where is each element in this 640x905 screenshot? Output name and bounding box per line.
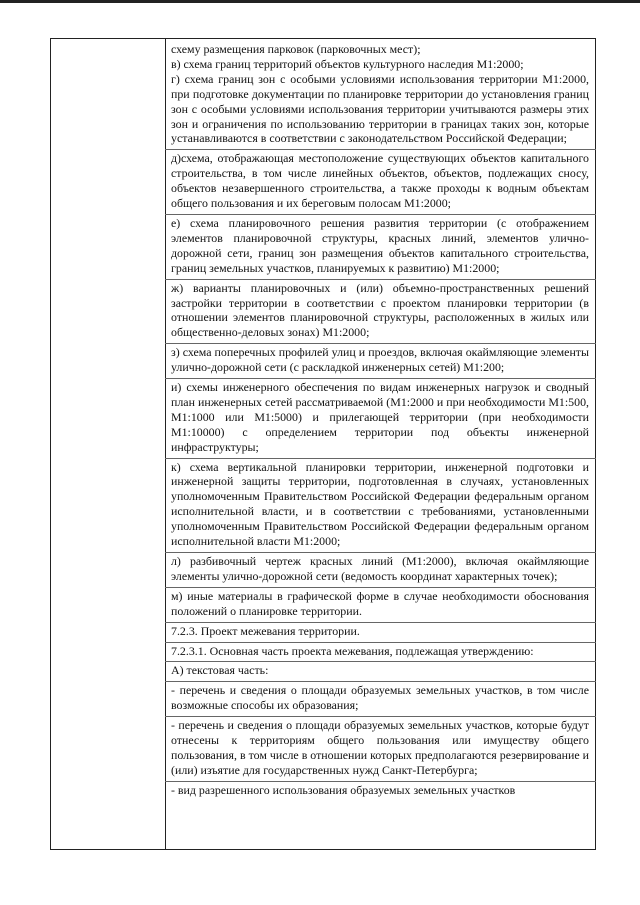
subsection-7-2-3-1: 7.2.3.1. Основная часть проекта межевания, подлежащая утверждению: (171, 642, 589, 659)
paragraph-zh: ж) варианты планировочных и (или) объемно-пространственных решений застройки территории в соответствии с проектом планировки территории (в отношении элементов планировочной структуры, расположенных в жилых или общественно-деловых зонах) М1:2000; (171, 280, 589, 340)
paragraph-v: в) схема границ территорий объектов культурного наследия М1:2000; (171, 56, 524, 71)
document-text-column (171, 42, 589, 798)
list-item: - вид разрешенного использования образуемых земельных участков (171, 781, 589, 798)
paragraph-e: е) схема планировочного решения развития территории (с отображением элементов планировочной структуры, красных линий, элементов улично-дорожной сети, границ зон размещения объектов капитального строительства, границ земельных участков, планируемых к развитию) М1:2000; (171, 215, 589, 275)
section-heading-7-2-3: 7.2.3. Проект межевания территории. (171, 622, 589, 639)
list-item: - перечень и сведения о площади образуемых земельных участков, которые будут отнесены к территориям общего пользования или имуществу общего пользования, в том числе в отношении которых предполагаются резервирование и (или) изъятие для государственных нужд Санкт-Петербурга; (171, 718, 589, 777)
text-part-heading: А) текстовая часть: (171, 661, 589, 678)
paragraph-l: л) разбивочный чертеж красных линий (М1:2000), включая окаймляющие элементы улично-дорожной сети (ведомость координат характерных точек); (171, 554, 589, 583)
paragraph-m: м) иные материалы в графической форме в случае необходимости обоснования положений о планировке территории. (171, 588, 589, 618)
page-top-rule (0, 0, 640, 3)
list-item: - перечень и сведения о площади образуемых земельных участков, в том числе возможные способы их образования; (171, 683, 589, 713)
paragraph-z: з) схема поперечных профилей улиц и проездов, включая окаймляющие элементы улично-дорожной сети (с раскладкой инженерных сетей) М1:200; (171, 345, 589, 375)
paragraph-parking-scheme: схему размещения парковок (парковочных мест); (171, 42, 421, 56)
column-divider (165, 38, 166, 850)
paragraph-k: к) схема вертикальной планировки территории, инженерной подготовки и инженерной защиты территории, подготовленная в случаях, установленных уполномоченным Правительством Российской Федерации федеральным органом исполнительной власти, и в соответствии с требованиями, установленными уполномоченным Правительством Российской Федерации федеральным органом исполнительной власти М1:2000; (171, 459, 589, 549)
paragraph-g: г) схема границ зон с особыми условиями использования территории М1:2000, при подготовке документации по планировке территории до установления границ зон с особыми условиями использования территории учитываются размеры этих зон и ограничения по использованию территории в границах таких зон, которые устанавливаются в соответствии с законодательством Российской Федерации; (171, 71, 589, 146)
paragraph-d: д)схема, отображающая местоположение существующих объектов капитального строительства, в том числе линейных объектов, объектов, подлежащих сносу, объектов незавершенного строительства, а также проходы к водным объектам общего пользования и их береговым полосам М1:2000; (171, 151, 589, 211)
paragraph-i: и) схемы инженерного обеспечения по видам инженерных нагрузок и сводный план инженерных сетей рассматриваемой (М1:2000 и при необходимости М1:500, М1:1000 или М1:5000) и прилегающей территории (при необходимости М1:10000) с определением территории под объекты инженерной инфраструктуры; (171, 380, 589, 454)
